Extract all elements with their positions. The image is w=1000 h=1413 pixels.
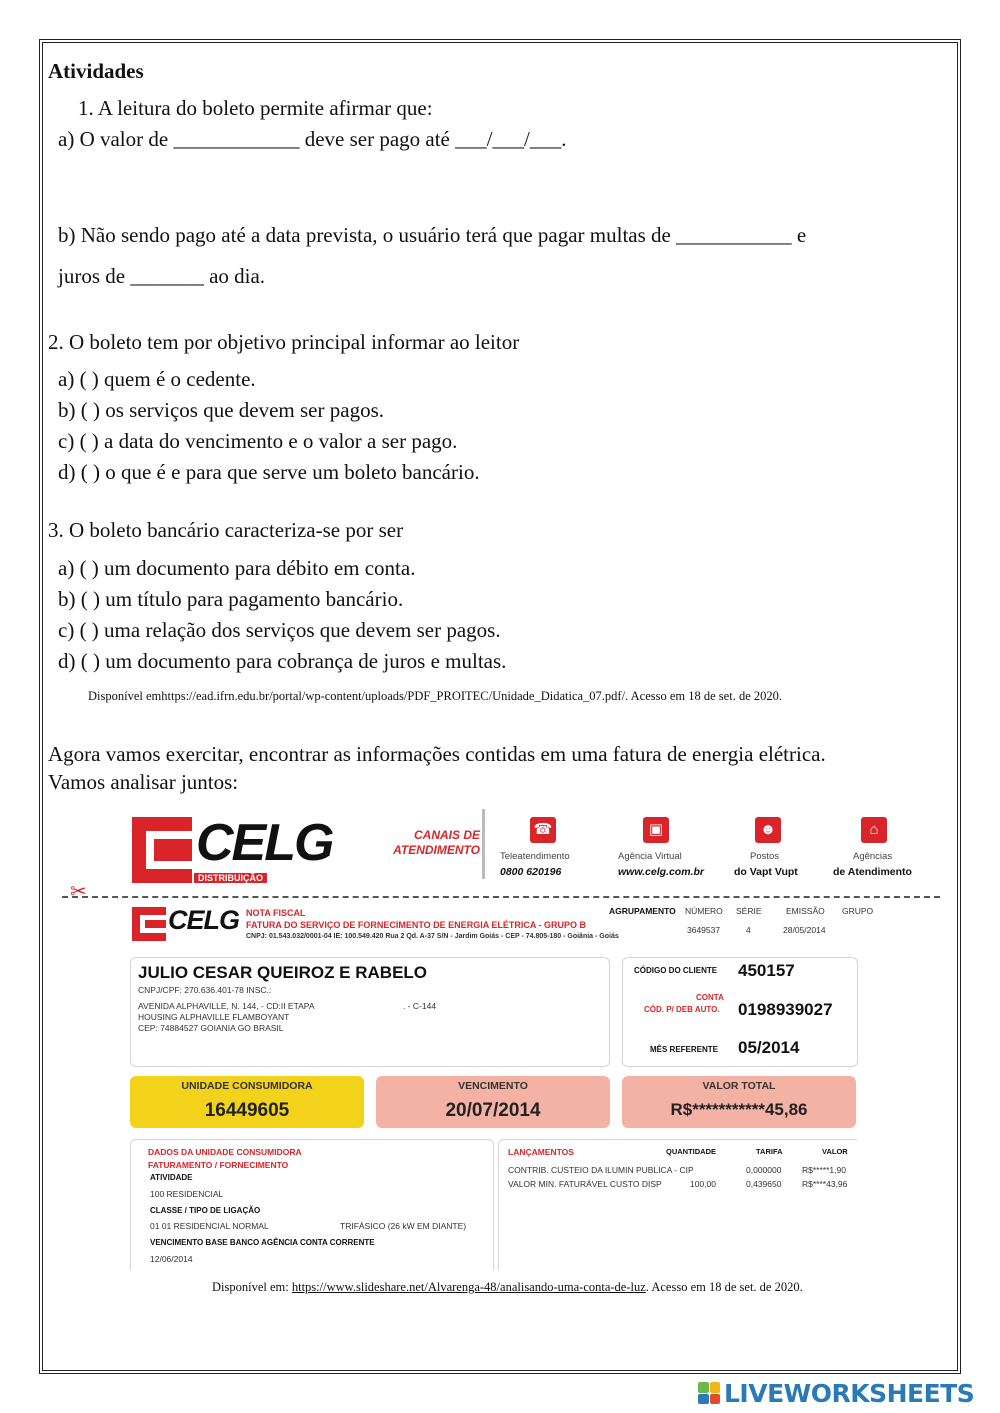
canais-atendimento: CANAIS DE ATENDIMENTO <box>393 828 480 857</box>
client-addr1b: . - C-144 <box>403 1001 437 1011</box>
client-addr1: AVENIDA ALPHAVILLE, N. 144, - CD:II ETAPA <box>138 1001 315 1011</box>
source-2-link[interactable]: https://www.slideshare.net/Alvarenga-48/analisando-uma-conta-de-luz <box>291 1280 646 1294</box>
q2-option-b[interactable]: b) ( ) os serviços que devem ser pagos. <box>58 398 384 422</box>
celg-small-logo-mark <box>132 907 166 941</box>
lanc-row1-desc: CONTRIB. CUSTEIO DA ILUMIN PUBLICA - CIP <box>508 1165 694 1175</box>
lanc-row2-valor: R$****43,96 <box>802 1179 848 1189</box>
liveworksheets-icon <box>698 1382 720 1404</box>
mes-referente-label: MÊS REFERENTE <box>650 1045 719 1054</box>
deb-auto-label: CÓD. P/ DEB AUTO. <box>644 1005 720 1014</box>
channel-4-label: Agências <box>853 851 893 862</box>
liveworksheets-logo[interactable] <box>698 1378 974 1408</box>
uc-label: UNIDADE CONSUMIDORA <box>181 1080 313 1092</box>
source-citation-2: Disponível em: https://www.slideshare.net/Alvarenga-48/analisando-uma-conta-de-luz. Acesso em 18 de set. de 2020. <box>212 1280 803 1294</box>
client-addr2: HOUSING ALPHAVILLE FLAMBOYANT <box>138 1012 290 1022</box>
atividade-label: ATIVIDADE <box>150 1173 193 1182</box>
col-emissao: EMISSÃO <box>786 906 825 916</box>
lanc-row1-valor: R$*****1,90 <box>802 1165 846 1175</box>
dados-box <box>130 1139 494 1270</box>
trifasico: TRIFÁSICO (26 kW EM DIANTE) <box>340 1221 467 1231</box>
celg-logo-text: CELG <box>196 814 333 872</box>
lanc-row2-desc: VALOR MIN. FATURÁVEL CUSTO DISP <box>508 1179 662 1189</box>
dados-title1: DADOS DA UNIDADE CONSUMIDORA <box>148 1147 302 1157</box>
q2-option-a[interactable]: a) ( ) quem é o cedente. <box>58 367 256 391</box>
codigo-cliente-label: CÓDIGO DO CLIENTE <box>634 966 718 975</box>
client-cpf: CNPJ/CPF: 270.636.401-78 INSC.: <box>138 985 272 995</box>
vencimento-box <box>376 1076 610 1128</box>
scissors-icon: ✂ <box>70 881 87 903</box>
building-icon: ⌂ <box>861 817 887 843</box>
classe-value: 01 01 RESIDENCIAL NORMAL <box>150 1221 269 1231</box>
valor-total-value: R$***********45,86 <box>670 1100 808 1119</box>
liveworksheets-text: LIVEWORKSHEETS <box>724 1378 975 1408</box>
celg-logo-mark <box>132 817 192 883</box>
agrupamento-label: AGRUPAMENTO <box>609 906 676 916</box>
lanc-row2-qtd: 100,00 <box>690 1179 716 1189</box>
valor-total-label: VALOR TOTAL <box>702 1080 776 1092</box>
val-serie: 4 <box>746 925 751 935</box>
vencimento-value: 20/07/2014 <box>445 1100 541 1121</box>
codigo-cliente-value: 450157 <box>738 961 795 980</box>
client-name: JULIO CESAR QUEIROZ E RABELO <box>138 963 428 982</box>
val-numero: 3649537 <box>687 925 721 935</box>
channel-3-value: do Vapt Vupt <box>734 866 798 878</box>
q3-option-d[interactable]: d) ( ) um documento para cobrança de juros e multas. <box>58 649 507 673</box>
q3-option-c[interactable]: c) ( ) uma relação dos serviços que devem ser pagos. <box>58 618 501 642</box>
energy-bill <box>58 803 942 1273</box>
divider <box>482 809 485 879</box>
col-numero: NÚMERO <box>685 906 723 916</box>
channel-2-label: Agência Virtual <box>618 851 682 862</box>
nota-fiscal: NOTA FISCAL <box>246 908 306 918</box>
uc-box <box>130 1076 364 1128</box>
vencimento-label: VENCIMENTO <box>458 1080 528 1092</box>
q1-title: 1. A leitura do boleto permite afirmar que: <box>78 96 433 120</box>
q3-option-b[interactable]: b) ( ) um título para pagamento bancário. <box>58 587 404 611</box>
lancamentos-title: LANÇAMENTOS <box>508 1147 574 1157</box>
col-grupo: GRUPO <box>842 906 874 916</box>
lanc-row2-tarifa: 0,439650 <box>746 1179 782 1189</box>
val-emissao: 28/05/2014 <box>783 925 826 935</box>
col-quantidade: QUANTIDADE <box>666 1147 716 1156</box>
client-addr3: CEP: 74884527 GOIANIA GO BRASIL <box>138 1023 284 1033</box>
conta-value: 0198939027 <box>738 1000 833 1019</box>
intro-line1: Agora vamos exercitar, encontrar as informações contidas em uma fatura de energia elétrica. <box>48 742 826 766</box>
cut-line <box>62 896 940 898</box>
q2-title: 2. O boleto tem por objetivo principal informar ao leitor <box>48 330 520 354</box>
person-icon: ☻ <box>755 817 781 843</box>
celg-logo-sub: DISTRIBUIÇÃO <box>194 873 267 883</box>
channel-1-value: 0800 620196 <box>500 866 562 878</box>
mes-referente-value: 05/2014 <box>738 1038 800 1057</box>
q3-option-a[interactable]: a) ( ) um documento para débito em conta. <box>58 556 416 580</box>
lancamentos-box <box>498 1139 857 1270</box>
phone-icon: ☎ <box>530 817 556 843</box>
computer-icon: ▣ <box>643 817 669 843</box>
uc-value: 16449605 <box>204 1100 290 1121</box>
venc-base-labels: VENCIMENTO BASE BANCO AGÊNCIA CONTA CORRENTE <box>150 1238 375 1247</box>
heading: Atividades <box>48 59 144 83</box>
channel-4-value: de Atendimento <box>833 866 912 878</box>
q1-a: a) O valor de ____________ deve ser pago até ___/___/___. <box>58 127 567 151</box>
valor-total-box <box>622 1076 856 1128</box>
channel-1-label: Teleatendimento <box>500 851 570 862</box>
source-citation-1: Disponível emhttps://ead.ifrn.edu.br/portal/wp-content/uploads/PDF_PROITEC/Unidade_Didatica_07.pdf/. Acesso em 18 de set. de 2020. <box>88 689 782 703</box>
source-1-link[interactable]: Disponível emhttps://ead.ifrn.edu.br/portal/wp-content/uploads/PDF_PROITEC/Unidade_Didatica_07.pdf/ <box>88 689 626 703</box>
col-serie: SÉRIE <box>736 906 762 916</box>
cnpj-line: CNPJ: 01.543.032/0001-04 IE: 100.549.420 Rua 2 Qd. A-37 S/N - Jardim Goiás - CEP - 74.805-180 - Goiânia - Goiás <box>246 933 619 940</box>
q2-option-c[interactable]: c) ( ) a data do vencimento e o valor a ser pago. <box>58 429 458 453</box>
channel-2-value[interactable]: www.celg.com.br <box>618 866 704 878</box>
q1-b-line2: juros de _______ ao dia. <box>58 264 266 288</box>
fatura-title: FATURA DO SERVIÇO DE FORNECIMENTO DE ENERGIA ELÉTRICA - GRUPO B <box>246 920 587 930</box>
col-tarifa: TARIFA <box>756 1147 783 1156</box>
q2-option-d[interactable]: d) ( ) o que é e para que serve um boleto bancário. <box>58 460 480 484</box>
celg-small-logo-text: CELG <box>168 905 240 935</box>
conta-label: CONTA <box>696 993 724 1002</box>
col-valor: VALOR <box>822 1147 848 1156</box>
atividade-value: 100 RESIDENCIAL <box>150 1189 224 1199</box>
q3-title: 3. O boleto bancário caracteriza-se por ser <box>48 518 404 542</box>
channel-3-label: Postos <box>750 851 780 862</box>
q1-b-line1: b) Não sendo pago até a data prevista, o usuário terá que pagar multas de ___________ e <box>58 223 807 247</box>
lanc-row1-tarifa: 0,000000 <box>746 1165 782 1175</box>
venc-base-value: 12/06/2014 <box>150 1254 193 1264</box>
intro-line2: Vamos analisar juntos: <box>48 770 239 794</box>
classe-label: CLASSE / TIPO DE LIGAÇÃO <box>150 1206 261 1215</box>
dados-title2: FATURAMENTO / FORNECIMENTO <box>148 1160 289 1170</box>
